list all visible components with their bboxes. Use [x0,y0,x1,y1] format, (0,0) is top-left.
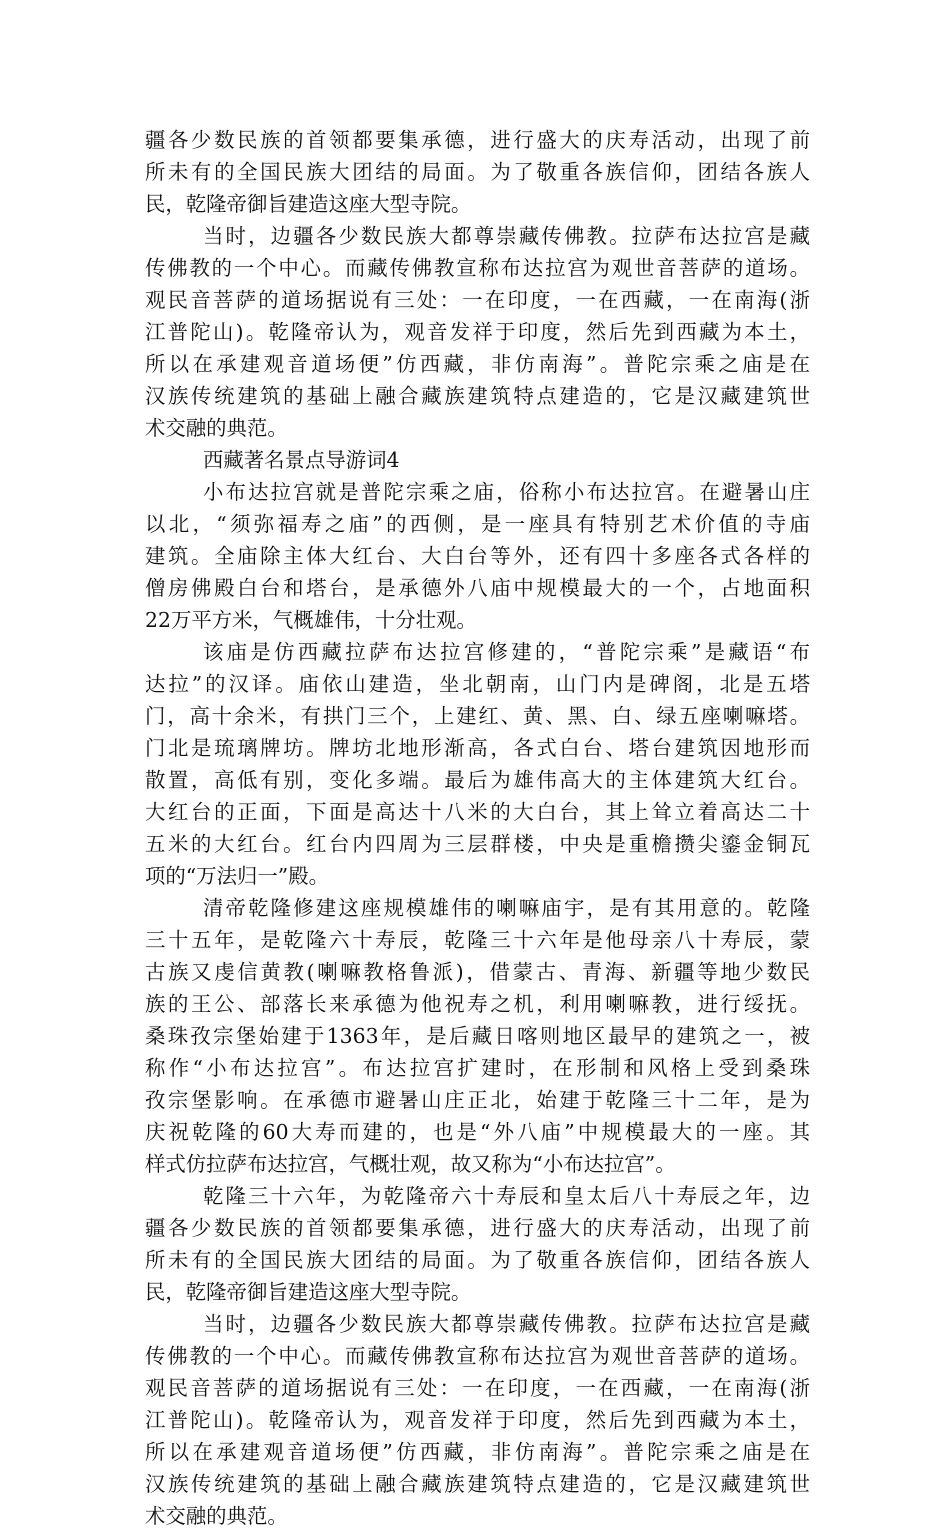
text-line: 称作“小布达拉宫”。布达拉宫扩建时，在形制和风格上受到桑珠 [145,1056,810,1080]
text-line: 所以在承建观音道场便”仿西藏，非仿南海”。普陀宗乘之庙是在 [145,352,810,376]
text-line: 族的王公、部落长来承德为他祝寿之机，利用喇嘛教，进行绥抚。 [145,992,810,1016]
text-line: 项的“万法归一”殿。 [145,864,329,888]
text-line: 西藏著名景点导游词4 [203,448,400,472]
text-line: 古族又虔信黄教(喇嘛教格鲁派)，借蒙古、青海、新疆等地少数民 [145,960,810,984]
document-page [145,124,810,1532]
text-line: 所未有的全国民族大团结的局面。为了敬重各族信仰，团结各族人 [145,1248,810,1272]
text-line: 22万平方米，气概雄伟，十分壮观。 [145,608,477,632]
text-line: 小布达拉宫就是普陀宗乘之庙，俗称小布达拉宫。在避暑山庄 [203,480,810,504]
text-line: 所未有的全国民族大团结的局面。为了敬重各族信仰，团结各族人 [145,160,810,184]
text-line: 门北是琉璃牌坊。牌坊北地形渐高，各式白台、塔台建筑因地形而 [145,736,810,760]
text-line: 以北，“须弥福寿之庙”的西侧，是一座具有特别艺术价值的寺庙 [145,512,810,536]
text-line: 当时，边疆各少数民族大都尊崇藏传佛教。拉萨布达拉宫是藏 [203,1312,810,1336]
text-line: 疆各少数民族的首领都要集承德，进行盛大的庆寿活动，出现了前 [145,1216,810,1240]
text-line: 庆祝乾隆的60大寿而建的，也是“外八庙”中规模最大的一座。其 [145,1120,810,1144]
text-line: 孜宗堡影响。在承德市避暑山庄正北，始建于乾隆三十二年，是为 [145,1088,810,1112]
text-line: 当时，边疆各少数民族大都尊崇藏传佛教。拉萨布达拉宫是藏 [203,224,810,248]
text-line: 民，乾隆帝御旨建造这座大型寺院。 [145,1280,472,1304]
text-line: 术交融的典范。 [145,416,288,440]
text-line: 乾隆三十六年，为乾隆帝六十寿辰和皇太后八十寿辰之年，边 [203,1184,810,1208]
text-line: 观民音菩萨的道场据说有三处：一在印度，一在西藏，一在南海(浙 [145,1376,810,1400]
text-line: 门，高十余米，有拱门三个，上建红、黄、黑、白、绿五座喇嘛塔。 [145,704,810,728]
text-line: 五米的大红台。红台内四周为三层群楼，中央是重檐攒尖鎏金铜瓦 [145,832,810,856]
text-line: 清帝乾隆修建这座规模雄伟的喇嘛庙宇，是有其用意的。乾隆 [203,896,810,920]
text-line: 僧房佛殿白台和塔台，是承德外八庙中规模最大的一个，占地面积 [145,576,810,600]
text-line: 传佛教的一个中心。而藏传佛教宣称布达拉宫为观世音菩萨的道场。 [145,1344,810,1368]
text-line: 汉族传统建筑的基础上融合藏族建筑特点建造的，它是汉藏建筑世 [145,384,810,408]
text-line: 桑珠孜宗堡始建于1363年，是后藏日喀则地区最早的建筑之一，被 [145,1024,810,1048]
text-line: 传佛教的一个中心。而藏传佛教宣称布达拉宫为观世音菩萨的道场。 [145,256,810,280]
text-line: 散置，高低有别，变化多端。最后为雄伟高大的主体建筑大红台。 [145,768,810,792]
text-line: 该庙是仿西藏拉萨布达拉宫修建的，“普陀宗乘”是藏语“布 [203,640,810,664]
text-line: 术交融的典范。 [145,1504,288,1528]
text-line: 民，乾隆帝御旨建造这座大型寺院。 [145,192,472,216]
text-line: 建筑。全庙除主体大红台、大白台等外，还有四十多座各式各样的 [145,544,810,568]
text-line: 三十五年，是乾隆六十寿辰，乾隆三十六年是他母亲八十寿辰，蒙 [145,928,810,952]
text-line: 观民音菩萨的道场据说有三处：一在印度，一在西藏，一在南海(浙 [145,288,810,312]
document-body [145,124,810,1532]
text-line: 所以在承建观音道场便”仿西藏，非仿南海”。普陀宗乘之庙是在 [145,1440,810,1464]
text-line: 江普陀山)。乾隆帝认为，观音发祥于印度，然后先到西藏为本土， [145,1408,810,1432]
text-line: 达拉”的汉译。庙依山建造，坐北朝南，山门内是碑阁，北是五塔 [145,672,810,696]
text-line: 汉族传统建筑的基础上融合藏族建筑特点建造的，它是汉藏建筑世 [145,1472,810,1496]
text-line: 大红台的正面，下面是高达十八米的大白台，其上耸立着高达二十 [145,800,810,824]
text-line: 疆各少数民族的首领都要集承德，进行盛大的庆寿活动，出现了前 [145,128,810,152]
text-line: 样式仿拉萨布达拉宫，气概壮观，故又称为“小布达拉宫”。 [145,1152,676,1176]
text-line: 江普陀山)。乾隆帝认为，观音发祥于印度，然后先到西藏为本土， [145,320,810,344]
